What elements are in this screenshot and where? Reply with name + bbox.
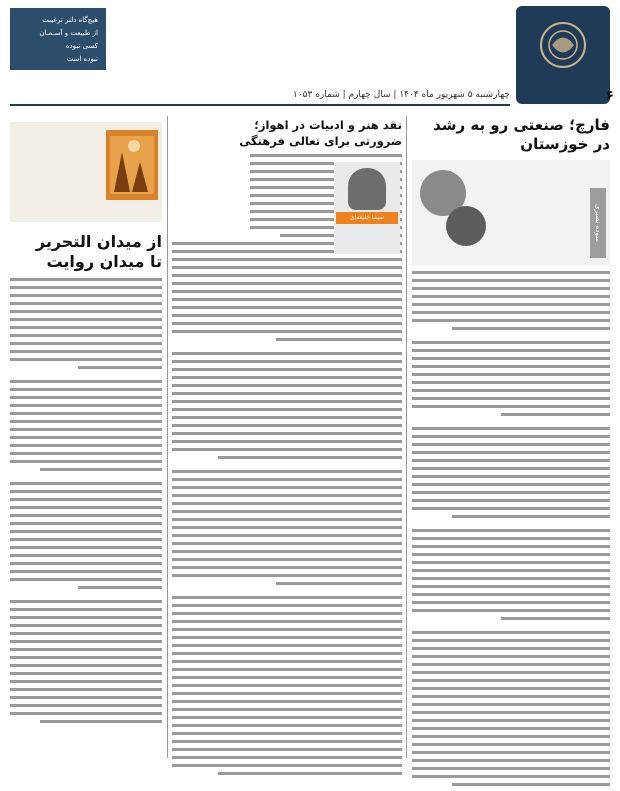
text-line xyxy=(10,490,162,493)
text-line xyxy=(172,676,402,679)
page-number: ۶ xyxy=(605,88,614,104)
text-line xyxy=(412,569,610,572)
text-line xyxy=(412,397,610,400)
column-divider xyxy=(167,116,168,758)
text-line xyxy=(10,680,162,683)
text-line xyxy=(412,279,610,282)
author-photo xyxy=(348,168,386,210)
text-line xyxy=(412,719,610,722)
text-line xyxy=(218,772,402,775)
text-line xyxy=(40,720,162,723)
text-line xyxy=(10,428,162,431)
text-line xyxy=(10,404,162,407)
text-line xyxy=(172,558,402,561)
text-line xyxy=(172,596,402,599)
text-line xyxy=(10,412,162,415)
text-line xyxy=(412,295,610,298)
text-line xyxy=(172,612,402,615)
text-line xyxy=(412,735,610,738)
text-line xyxy=(10,420,162,423)
article-illustration xyxy=(10,122,162,222)
text-line xyxy=(412,695,610,698)
text-line xyxy=(172,494,402,497)
slogan-box xyxy=(10,8,106,70)
text-line xyxy=(10,302,162,305)
text-line xyxy=(172,574,402,577)
text-line xyxy=(10,342,162,345)
text-line xyxy=(412,711,610,714)
text-line xyxy=(172,526,402,529)
text-line xyxy=(10,514,162,517)
article-title: نقد هنر و ادبیات در اهواز؛ xyxy=(254,118,402,132)
text-line xyxy=(10,640,162,643)
text-line xyxy=(412,609,610,612)
text-line xyxy=(172,274,402,277)
text-line xyxy=(172,306,402,309)
text-line xyxy=(412,389,610,392)
text-line xyxy=(412,593,610,596)
text-line xyxy=(412,287,610,290)
column-divider xyxy=(406,116,407,758)
text-line xyxy=(10,616,162,619)
text-line xyxy=(172,298,402,301)
text-line xyxy=(172,740,402,743)
text-line xyxy=(10,578,162,581)
text-line xyxy=(10,712,162,715)
text-line xyxy=(10,310,162,313)
text-line xyxy=(78,366,162,369)
text-line xyxy=(172,636,402,639)
text-line xyxy=(412,507,610,510)
text-line xyxy=(172,376,402,379)
text-line xyxy=(412,435,610,438)
text-line xyxy=(172,534,402,537)
text-line xyxy=(10,498,162,501)
text-line xyxy=(172,448,402,451)
text-line xyxy=(412,491,610,494)
text-line xyxy=(10,656,162,659)
header-rule xyxy=(10,104,510,106)
illustration-graphic xyxy=(10,122,162,222)
text-line xyxy=(172,724,402,727)
text-line xyxy=(10,482,162,485)
text-line xyxy=(10,664,162,667)
text-line xyxy=(10,278,162,281)
text-line xyxy=(172,282,402,285)
text-line xyxy=(10,358,162,361)
text-line xyxy=(172,764,402,767)
text-line xyxy=(412,751,610,754)
text-line xyxy=(172,258,402,261)
text-line xyxy=(172,266,402,269)
text-line xyxy=(10,546,162,549)
page-header xyxy=(0,0,620,110)
text-line xyxy=(172,628,402,631)
text-line xyxy=(78,586,162,589)
text-line xyxy=(10,294,162,297)
text-line xyxy=(452,783,610,786)
text-line xyxy=(10,396,162,399)
text-line xyxy=(172,756,402,759)
text-line xyxy=(412,767,610,770)
text-line xyxy=(412,341,610,344)
article-title: از میدان التحریر xyxy=(35,232,162,251)
text-line xyxy=(10,562,162,565)
text-line xyxy=(412,545,610,548)
slogan-line: هیچ‌گاه دلتر ترغیبت xyxy=(42,16,98,24)
text-line xyxy=(412,483,610,486)
author-photo xyxy=(446,206,486,246)
text-line xyxy=(172,620,402,623)
text-line xyxy=(172,368,402,371)
text-line xyxy=(172,400,402,403)
text-line xyxy=(412,585,610,588)
text-line xyxy=(10,530,162,533)
text-line xyxy=(10,554,162,557)
author-box xyxy=(412,160,610,265)
text-line xyxy=(10,388,162,391)
text-line xyxy=(412,561,610,564)
text-line xyxy=(10,350,162,353)
text-line xyxy=(412,311,610,314)
article-title-line2: تا میدان روایت xyxy=(46,252,162,271)
text-line xyxy=(412,319,610,322)
text-line xyxy=(10,608,162,611)
text-line xyxy=(412,631,610,634)
text-line xyxy=(452,515,610,518)
text-line xyxy=(412,553,610,556)
text-line xyxy=(172,652,402,655)
text-line xyxy=(10,624,162,627)
text-line xyxy=(412,357,610,360)
text-line xyxy=(412,775,610,778)
article-title-line2: ضرورتی برای تعالی فرهنگی xyxy=(239,134,402,148)
text-line xyxy=(172,518,402,521)
text-line xyxy=(172,470,402,473)
text-line xyxy=(412,499,610,502)
text-line xyxy=(172,330,402,333)
text-line xyxy=(10,570,162,573)
text-line xyxy=(10,460,162,463)
text-line xyxy=(10,632,162,635)
text-line xyxy=(172,700,402,703)
text-line xyxy=(412,427,610,430)
text-line xyxy=(172,352,402,355)
text-line xyxy=(172,708,402,711)
article-right xyxy=(412,116,610,791)
text-line xyxy=(250,154,402,157)
text-line xyxy=(10,380,162,383)
text-line xyxy=(412,671,610,674)
text-line xyxy=(10,334,162,337)
text-line xyxy=(172,322,402,325)
text-line xyxy=(412,655,610,658)
text-line xyxy=(412,349,610,352)
text-line xyxy=(10,600,162,603)
article-middle xyxy=(172,116,402,780)
text-line xyxy=(412,703,610,706)
text-line xyxy=(172,502,402,505)
text-line xyxy=(172,314,402,317)
text-line xyxy=(218,456,402,459)
text-line xyxy=(172,408,402,411)
author-tag: سوده نصیری xyxy=(590,188,606,258)
text-line xyxy=(412,759,610,762)
text-line xyxy=(172,478,402,481)
text-line xyxy=(501,413,610,416)
text-line xyxy=(172,550,402,553)
text-line xyxy=(10,506,162,509)
text-line xyxy=(172,424,402,427)
text-line xyxy=(172,416,402,419)
text-line xyxy=(10,704,162,707)
text-line xyxy=(452,327,610,330)
text-line xyxy=(172,290,402,293)
text-line xyxy=(412,601,610,604)
text-line xyxy=(10,318,162,321)
text-line xyxy=(412,405,610,408)
text-line xyxy=(412,537,610,540)
text-line xyxy=(412,451,610,454)
text-line xyxy=(412,663,610,666)
text-line xyxy=(412,727,610,730)
text-line xyxy=(172,542,402,545)
text-line xyxy=(10,326,162,329)
article-title-line2: در خوزستان xyxy=(520,135,610,153)
slogan-line: نبوده است xyxy=(66,55,98,63)
text-line xyxy=(172,716,402,719)
text-line xyxy=(10,444,162,447)
text-line xyxy=(412,365,610,368)
slogan-line: از طبیعت و آسـمـان xyxy=(39,29,98,37)
text-line xyxy=(501,617,610,620)
article-body xyxy=(172,242,402,775)
text-line xyxy=(10,696,162,699)
text-line xyxy=(172,566,402,569)
text-line xyxy=(172,692,402,695)
text-line xyxy=(10,538,162,541)
text-line xyxy=(172,604,402,607)
text-line xyxy=(172,392,402,395)
text-line xyxy=(412,639,610,642)
author-photo-box xyxy=(334,162,400,254)
text-line xyxy=(40,468,162,471)
text-line xyxy=(172,668,402,671)
article-title: فارچ؛ صنعتی رو به رشد xyxy=(433,116,610,134)
text-line xyxy=(172,644,402,647)
text-line xyxy=(412,467,610,470)
text-line xyxy=(10,648,162,651)
text-line xyxy=(412,743,610,746)
text-line xyxy=(10,522,162,525)
emblem-icon xyxy=(538,20,588,70)
text-line xyxy=(172,432,402,435)
text-line xyxy=(172,384,402,387)
text-line xyxy=(172,360,402,363)
text-line xyxy=(412,679,610,682)
text-line xyxy=(10,452,162,455)
text-line xyxy=(412,647,610,650)
text-line xyxy=(172,684,402,687)
slogan-line: کسی نبوده xyxy=(65,42,98,50)
text-line xyxy=(412,443,610,446)
text-line xyxy=(10,672,162,675)
text-line xyxy=(412,577,610,580)
text-line xyxy=(276,582,403,585)
text-line xyxy=(412,459,610,462)
article-left xyxy=(10,116,162,728)
article-body xyxy=(412,271,610,786)
article-body xyxy=(10,278,162,723)
text-line xyxy=(172,660,402,663)
text-line xyxy=(172,440,402,443)
text-line xyxy=(10,436,162,439)
author-tag: سیما خلیفه‌ای xyxy=(336,212,398,224)
text-line xyxy=(412,475,610,478)
text-line xyxy=(276,338,403,341)
issue-dateline: چهارشنبه ۵ شهریور ماه ۱۴۰۴ | سال چهارم | شماره ۱۰۵۳ xyxy=(292,90,510,100)
text-line xyxy=(172,748,402,751)
text-line xyxy=(412,373,610,376)
text-line xyxy=(412,271,610,274)
text-line xyxy=(10,688,162,691)
newspaper-logo xyxy=(516,6,610,104)
text-line xyxy=(412,687,610,690)
text-line xyxy=(172,486,402,489)
text-line xyxy=(412,303,610,306)
text-line xyxy=(412,381,610,384)
text-line xyxy=(10,286,162,289)
text-line xyxy=(412,529,610,532)
text-line xyxy=(172,510,402,513)
text-line xyxy=(172,732,402,735)
